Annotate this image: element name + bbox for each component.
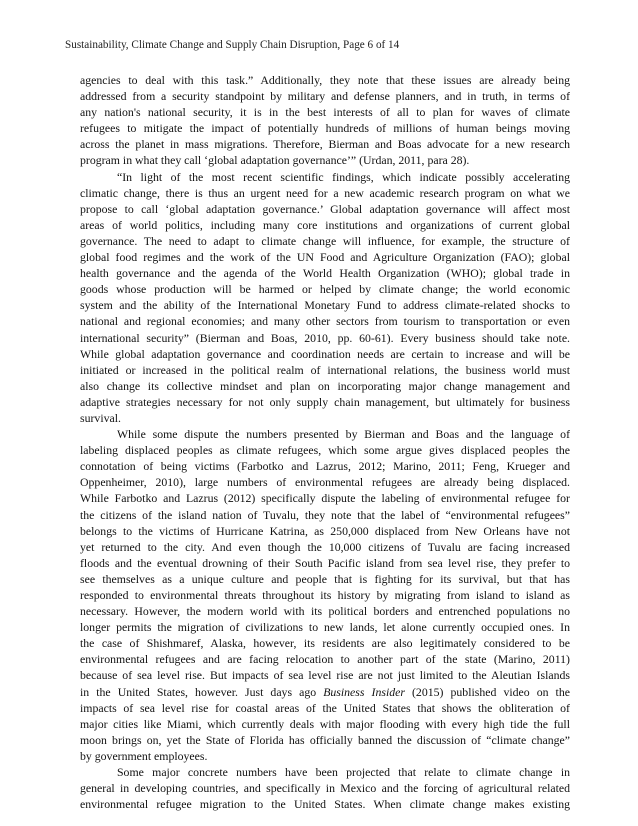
text-line: environmental refugees and are facing relocation to another part of the state (Marino, 2011)	[80, 652, 570, 667]
text-line: While global adaptation governance and coordination needs are certain to increase and will be	[80, 346, 570, 361]
text-line: While some dispute the numbers presented by Bierman and Boas and the language of	[117, 427, 570, 442]
text-line: belongs to the victims of Hurricane Katrina, as 250,000 displaced from New Orleans have not	[80, 523, 570, 538]
text-line: floods and the eventual drowning of their South Pacific island from sea level rise, they prefer to	[80, 555, 570, 570]
text-line: longer permits the migration of civilizations to new lands, let alone currently occupied ones. In	[80, 620, 570, 635]
text-line: propose to call ‘global adaptation governance.’ Global adaptation governance will affect most	[80, 201, 570, 216]
text-line: major cities like Miami, which currently deals with major flooding with every high tide the full	[80, 716, 570, 731]
text-line: survival.	[80, 410, 121, 425]
text-line: initiated or increased in the political realm of international relations, the business world must	[80, 362, 570, 377]
text-line: global food regimes and the work of the UN Food and Agriculture Organization (FAO); global	[80, 250, 570, 265]
text-line: goods whose production will be harmed or helped by climate change; the world economic	[80, 282, 570, 297]
text-line: see themselves as a unique culture and people that is fighting for its survival, but that has	[80, 571, 570, 586]
text-line: program in what they call ‘global adaptation governance’” (Urdan, 2011, para 28).	[80, 153, 470, 168]
text-line: system and the ability of the International Monetary Fund to address climate-related shocks to	[80, 298, 570, 313]
text-line: yet returned to the city. And even though the 10,000 citizens of Tuvalu are facing increased	[80, 539, 570, 554]
running-header: Sustainability, Climate Change and Supply Chain Disruption, Page 6 of 14	[65, 39, 400, 51]
text-line: across the planet in mass migrations. Therefore, Bierman and Boas advocate for a new research	[80, 137, 570, 152]
text-line: climatic change, there is thus an urgent need for a new academic research program on what we	[80, 185, 570, 200]
publication-title: Business Insider	[323, 684, 405, 699]
text-line: the citizens of the island nation of Tuvalu, they note that the label of “environmental refugees”	[80, 507, 570, 522]
text-line: refugees to mitigate the impact of potentially hundreds of millions of human beings moving	[80, 121, 570, 136]
text-line: adaptive strategies necessary for not only supply chain management, but ultimately for business	[80, 394, 570, 409]
text-line: responded to environmental threats throughout its history by migrating from island to island as	[80, 588, 570, 602]
text-line: by government employees.	[80, 748, 208, 763]
text-line: Oppenheimer, 2010), large numbers of environmental refugees are already being displaced.	[80, 475, 570, 490]
text-line: addressed from a security standpoint by military and defense planners, and in truth, in terms of	[80, 89, 570, 104]
text-line: health governance and the agenda of the World Health Organization (WHO); global trade in	[80, 266, 570, 281]
text-line: Some major concrete numbers have been projected that relate to climate change in	[117, 765, 570, 780]
text-line: governance. The need to adapt to climate change will influence, for example, the structure of	[80, 233, 570, 248]
text-line: labeling displaced peoples as climate refugees, which some argue gives displaced peoples the	[80, 443, 570, 458]
text-line: any nation's national security, it is in the best interests of all to plan for waves of climate	[80, 105, 570, 120]
text-line: environmental refugee migration to the United States. When climate change makes existing	[80, 797, 570, 812]
text-line: in the United States, however. Just days ago Business Insider (2015) published video on the	[80, 684, 570, 699]
text-line: the case of Shishmaref, Alaska, however, its residents are also legitimately considered to be	[80, 636, 570, 651]
text-line: “In light of the most recent scientific findings, which indicate possibly accelerating	[117, 169, 570, 184]
text-line: also change its collective mindset and plan on incorporating major change management and	[80, 378, 570, 393]
text-line: national and regional economies; and many other sectors from tourism to transportation or even	[80, 314, 570, 329]
text-line: areas of world politics, including many core institutions and organizations of current global	[80, 217, 570, 232]
text-line: impacts of sea level rise for coastal areas of the United States that shows the obliteration of	[80, 700, 570, 715]
text-line: While Farbotko and Lazrus (2012) specifically dispute the labeling of environmental refugee for	[80, 491, 570, 506]
text-line: general in developing countries, and specifically in Mexico and the forcing of agricultural related	[80, 781, 570, 796]
text-line: because of sea level rise. But impacts of sea level rise are not just limited to the Aleutian Islands	[80, 668, 570, 683]
text-line: necessary. However, the modern world with its political borders and entrenched populations no	[80, 604, 570, 619]
text-line: connotation of being victims (Farbotko and Lazrus, 2012; Marino, 2011; Feng, Krueger and	[80, 459, 570, 474]
body-text	[80, 72, 570, 812]
text-line: moon brings on, yet the State of Florida has officially banned the discussion of “climate change”	[80, 732, 570, 747]
text-line: international security” (Bierman and Boas, 2010, pp. 60-61). Every business should take note.	[80, 330, 570, 345]
text-line: agencies to deal with this task.” Additionally, they note that these issues are already being	[80, 73, 570, 87]
